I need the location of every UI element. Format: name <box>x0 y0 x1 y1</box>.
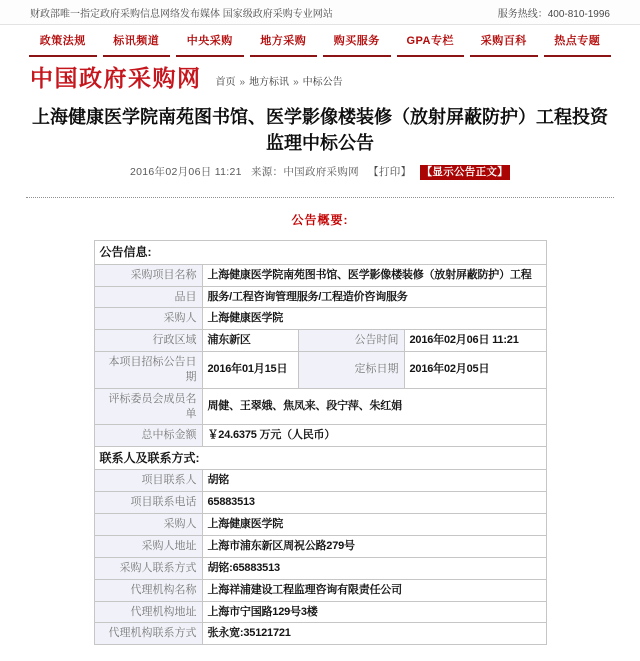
row-label: 项目联系电话 <box>94 492 202 514</box>
summary-table-body <box>94 241 546 645</box>
site-slogan: 财政部唯一指定政府采购信息网络发布媒体 国家级政府采购专业网站 <box>30 9 333 20</box>
main-nav <box>0 25 640 57</box>
row-label: 代理机构地址 <box>94 601 202 623</box>
row-label: 采购人地址 <box>94 535 202 557</box>
table-row <box>94 492 546 514</box>
row-label: 总中标金额 <box>94 425 202 447</box>
row-label: 品目 <box>94 286 202 308</box>
table-row <box>94 535 546 557</box>
nav-item[interactable]: 地方采购 <box>250 32 318 57</box>
table-row <box>94 286 546 308</box>
show-full-text-button[interactable]: 【显示公告正文】 <box>421 166 508 179</box>
row-label: 代理机构名称 <box>94 579 202 601</box>
row-value: 周健、王翠娥、焦凤来、段宁萍、朱红娟 <box>202 388 546 425</box>
row-value: ￥24.6375 万元（人民币） <box>202 425 546 447</box>
breadcrumb <box>216 73 343 88</box>
row-value: 上海市宁国路129号3楼 <box>202 601 546 623</box>
table-row <box>94 447 546 470</box>
article-meta <box>0 164 640 179</box>
source-label: 来源：中国政府采购网 <box>250 166 359 179</box>
nav-item[interactable]: 热点专题 <box>544 32 612 57</box>
breadcrumb-separator: » <box>239 77 246 89</box>
row-label: 评标委员会成员名单 <box>94 388 202 425</box>
row-label: 采购人 <box>94 308 202 330</box>
breadcrumb-item[interactable]: 首页 <box>215 77 236 89</box>
publish-datetime: 2016年02月06日 11:21 <box>130 166 242 179</box>
summary-table <box>94 240 547 645</box>
print-button[interactable]: 【打印】 <box>368 166 412 179</box>
row-label: 采购人 <box>94 514 202 536</box>
nav-item[interactable]: 采购百科 <box>470 32 538 57</box>
section-heading: 联系人及联系方式: <box>94 447 546 470</box>
nav-item[interactable]: 政策法规 <box>29 32 97 57</box>
row-value: 上海健康医学院 <box>202 308 546 330</box>
table-row <box>94 264 546 286</box>
row-label: 本项目招标公告日期 <box>94 352 202 389</box>
table-row <box>94 470 546 492</box>
row-value: 上海祥浦建设工程监理咨询有限责任公司 <box>202 579 546 601</box>
nav-item[interactable]: GPA专栏 <box>397 32 465 57</box>
dotted-divider <box>26 197 614 198</box>
row-value: 上海健康医学院 <box>202 514 546 536</box>
breadcrumb-item[interactable]: 地方标讯 <box>249 77 290 89</box>
row-value: 2016年02月05日 <box>404 352 546 389</box>
row-value: 上海市浦东新区周祝公路279号 <box>202 535 546 557</box>
table-row <box>94 557 546 579</box>
summary-heading: 公告概要: <box>291 213 349 228</box>
row-label: 采购人联系方式 <box>94 557 202 579</box>
row-value: 上海健康医学院南苑图书馆、医学影像楼装修（放射屏蔽防护）工程 <box>202 264 546 286</box>
row-label: 代理机构联系方式 <box>94 623 202 645</box>
row-label: 采购项目名称 <box>94 264 202 286</box>
site-header <box>0 57 640 91</box>
row-value: 65883513 <box>202 492 546 514</box>
table-row <box>94 330 546 352</box>
row-value: 2016年01月15日 <box>202 352 298 389</box>
top-utility-bar <box>0 0 640 25</box>
section-heading: 公告信息: <box>94 241 546 264</box>
row-value: 胡铭 <box>202 470 546 492</box>
row-label: 行政区域 <box>94 330 202 352</box>
row-value: 服务/工程咨询管理服务/工程造价咨询服务 <box>202 286 546 308</box>
table-row <box>94 425 546 447</box>
table-row <box>94 579 546 601</box>
nav-item[interactable]: 购买服务 <box>323 32 391 57</box>
row-value: 张永宽:35121721 <box>202 623 546 645</box>
table-row <box>94 514 546 536</box>
nav-item[interactable]: 标讯频道 <box>103 32 171 57</box>
table-row <box>94 308 546 330</box>
page-title: 上海健康医学院南苑图书馆、医学影像楼装修（放射屏蔽防护）工程投资监理中标公告 <box>32 107 608 154</box>
service-hotline: 服务热线：400-810-1996 <box>497 9 610 20</box>
breadcrumb-item[interactable]: 中标公告 <box>302 77 343 89</box>
table-row <box>94 623 546 645</box>
table-row <box>94 601 546 623</box>
table-row <box>94 241 546 264</box>
nav-item[interactable]: 中央采购 <box>176 32 244 57</box>
table-row <box>94 352 546 389</box>
row-value: 浦东新区 <box>202 330 298 352</box>
breadcrumb-separator: » <box>293 77 299 89</box>
row-value: 胡铭:65883513 <box>202 557 546 579</box>
site-logo[interactable]: 中国政府采购网 <box>30 65 202 91</box>
table-row <box>94 388 546 425</box>
row-value: 2016年02月06日 11:21 <box>404 330 546 352</box>
row-label: 定标日期 <box>298 352 404 389</box>
row-label: 项目联系人 <box>94 470 202 492</box>
row-label: 公告时间 <box>298 330 404 352</box>
